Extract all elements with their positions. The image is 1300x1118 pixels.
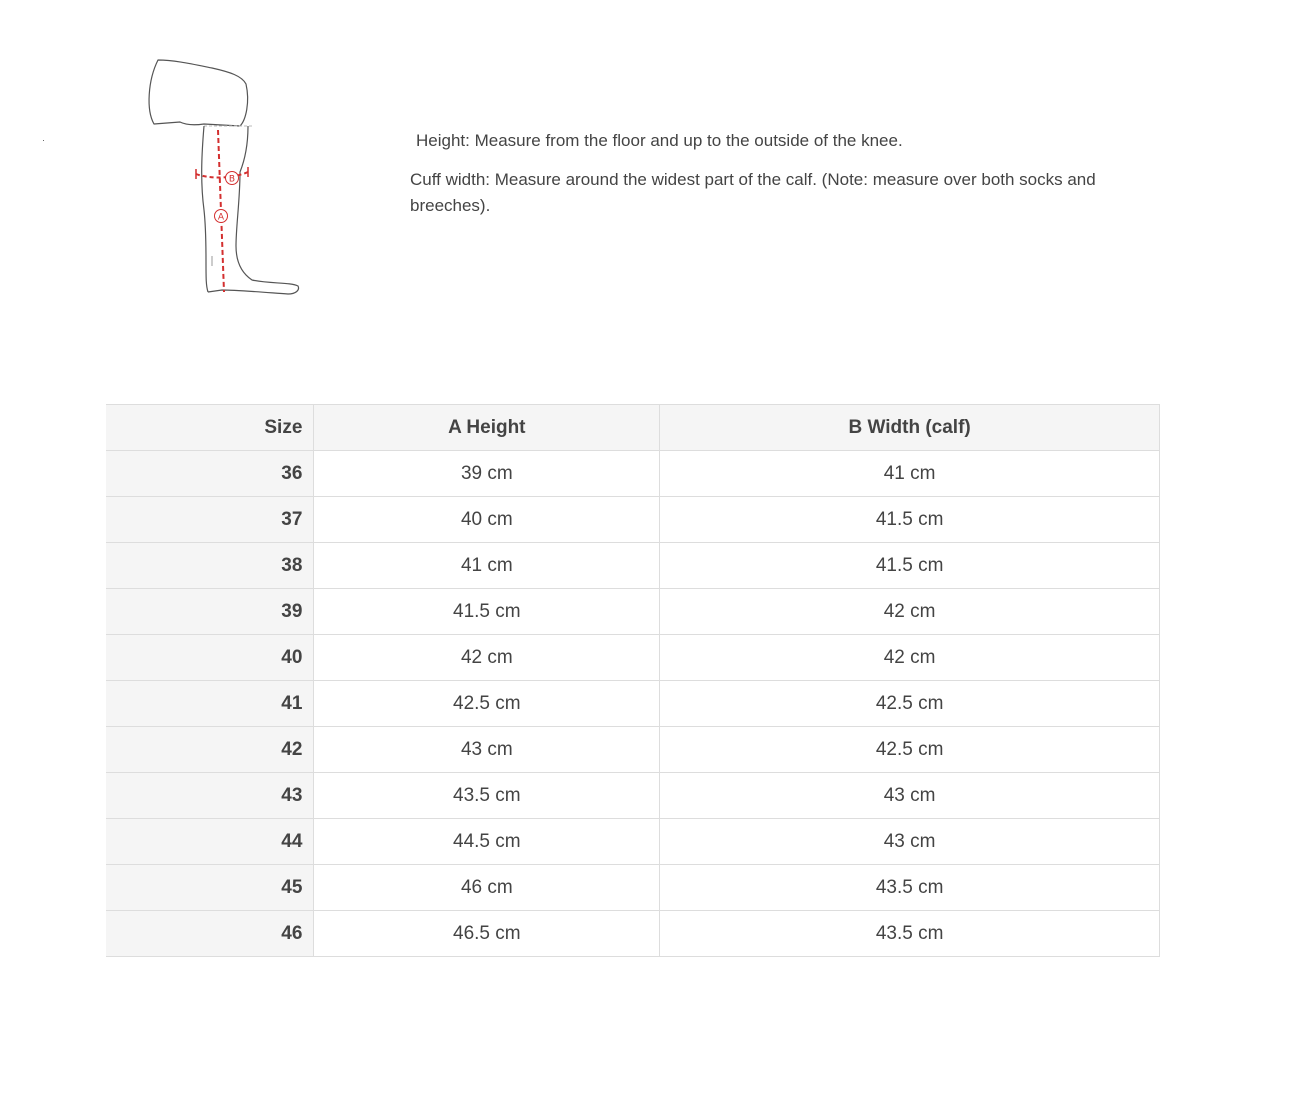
table-row <box>106 819 1160 865</box>
size-cell: 36 <box>106 451 314 497</box>
width-cell: 41.5 cm <box>660 497 1160 543</box>
leg-measurement-diagram-icon <box>140 50 310 300</box>
size-cell: 37 <box>106 497 314 543</box>
size-cell: 43 <box>106 773 314 819</box>
svg-text:B: B <box>228 174 236 185</box>
cuff-width-instruction: Cuff width: Measure around the widest part of the calf. (Note: measure over both socks and breeches). <box>410 170 1096 215</box>
width-cell: 41.5 cm <box>660 543 1160 589</box>
table-row <box>106 497 1160 543</box>
height-cell: 43 cm <box>314 727 660 773</box>
size-table-body <box>106 451 1160 957</box>
height-instruction: Height: Measure from the floor and up to the outside of the knee. <box>416 131 903 150</box>
header-size: Size <box>106 405 314 451</box>
stray-dot <box>43 140 44 141</box>
width-cell: 42.5 cm <box>660 681 1160 727</box>
table-row <box>106 727 1160 773</box>
header-height: A Height <box>314 405 660 451</box>
size-cell: 41 <box>106 681 314 727</box>
height-cell: 44.5 cm <box>314 819 660 865</box>
size-cell: 42 <box>106 727 314 773</box>
width-cell: 43 cm <box>660 819 1160 865</box>
svg-text:A: A <box>217 212 225 223</box>
height-cell: 43.5 cm <box>314 773 660 819</box>
size-cell: 40 <box>106 635 314 681</box>
width-cell: 42 cm <box>660 589 1160 635</box>
size-cell: 44 <box>106 819 314 865</box>
table-row <box>106 635 1160 681</box>
height-cell: 41.5 cm <box>314 589 660 635</box>
table-row <box>106 681 1160 727</box>
size-chart-table <box>106 404 1160 957</box>
table-row <box>106 543 1160 589</box>
size-cell: 39 <box>106 589 314 635</box>
measurement-instructions <box>410 128 1100 219</box>
height-cell: 41 cm <box>314 543 660 589</box>
table-row <box>106 589 1160 635</box>
header-width: B Width (calf) <box>660 405 1160 451</box>
height-cell: 39 cm <box>314 451 660 497</box>
table-row <box>106 865 1160 911</box>
table-row <box>106 911 1160 957</box>
width-cell: 43.5 cm <box>660 911 1160 957</box>
width-cell: 42 cm <box>660 635 1160 681</box>
width-cell: 43.5 cm <box>660 865 1160 911</box>
size-cell: 38 <box>106 543 314 589</box>
table-header-row <box>106 405 1160 451</box>
height-cell: 42.5 cm <box>314 681 660 727</box>
height-cell: 46 cm <box>314 865 660 911</box>
height-cell: 42 cm <box>314 635 660 681</box>
table-row <box>106 773 1160 819</box>
width-cell: 42.5 cm <box>660 727 1160 773</box>
height-cell: 40 cm <box>314 497 660 543</box>
size-cell: 45 <box>106 865 314 911</box>
width-cell: 41 cm <box>660 451 1160 497</box>
table-row <box>106 451 1160 497</box>
height-cell: 46.5 cm <box>314 911 660 957</box>
width-cell: 43 cm <box>660 773 1160 819</box>
size-cell: 46 <box>106 911 314 957</box>
